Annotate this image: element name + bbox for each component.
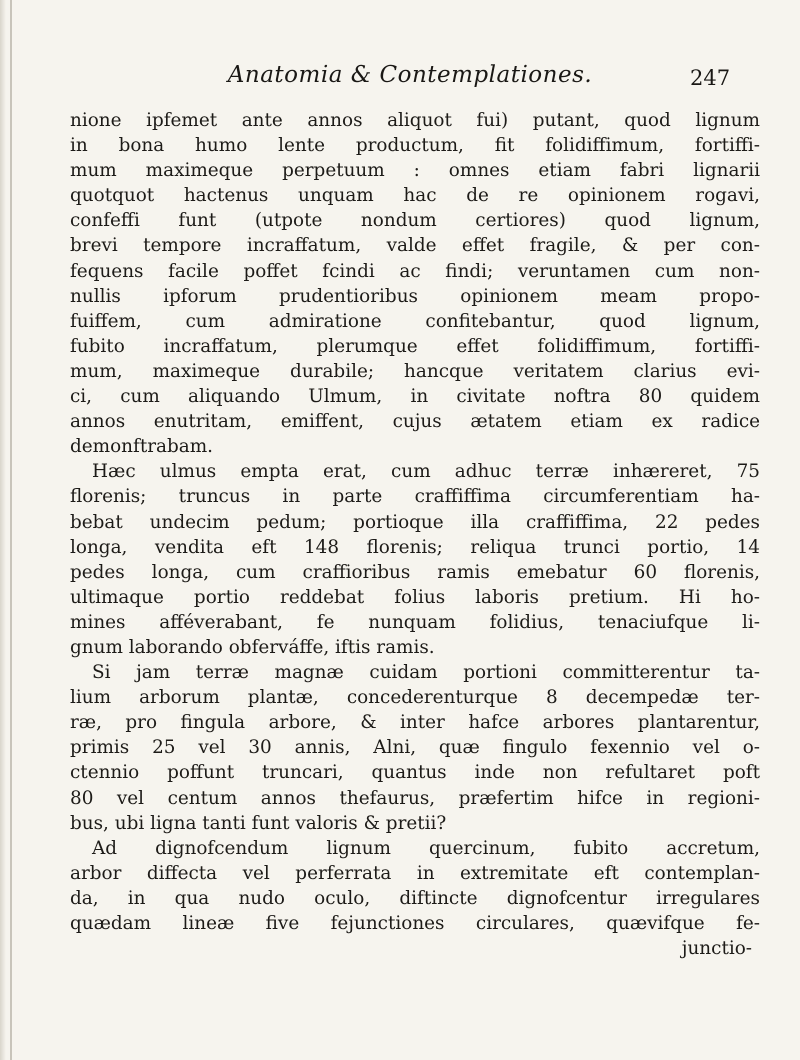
text-line: da, in qua nudo oculo, diftincte dignofcentur irregulares [70,887,760,909]
paragraph [70,836,760,961]
text-line: brevi tempore incraffatum, valde effet fragile, & per con- [70,235,760,257]
text-line: in bona humo lente productum, fit folidiffimum, fortiffi- [70,135,760,157]
text-line: longa, vendita eft 148 florenis; reliqua trunci portio, 14 [70,536,760,558]
text-line: primis 25 vel 30 annis, Alni, quæ fingulo fexennio vel o- [70,737,760,759]
page-header [0,62,800,96]
text-line: ctennio poffunt truncari, quantus inde non refultaret poft [70,762,760,784]
text-line: nullis ipforum prudentioribus opinionem meam propo- [70,285,760,307]
page-gutter-line [10,0,12,1060]
text-line: quotquot hactenus unquam hac de re opinionem rogavi, [70,185,760,207]
text-line: gnum laborando obferváffe, iftis ramis. [70,636,435,658]
paragraph [70,108,760,459]
text-line: lium arborum plantæ, concederenturque 8 decempedæ ter- [70,687,760,709]
paragraph [70,660,760,836]
page-number: 247 [690,66,731,90]
text-line: confeffi funt (utpote nondum certiores) quod lignum, [70,210,760,232]
text-line: Si jam terræ magnæ cuidam portioni committerentur ta- [92,662,760,684]
text-line: Hæc ulmus empta erat, cum adhuc terræ inhæreret, 75 [92,461,760,483]
text-line: florenis; truncus in parte craffiffima circumferentiam ha- [70,486,760,508]
running-title: Anatomia & Contemplationes. [227,62,593,88]
text-line: mines afféverabant, fe nunquam folidius, tenaciufque li- [70,611,760,633]
text-line: 80 vel centum annos thefaurus, præfertim hifce in regioni- [70,787,760,809]
text-line: arbor diffecta vel perferrata in extremitate eft contemplan- [70,862,760,884]
text-line: bus, ubi ligna tanti funt valoris & pretii? [70,812,447,834]
text-line: demonftrabam. [70,436,213,458]
text-line: annos enutritam, emiffent, cujus ætatem etiam ex radice [70,411,760,433]
page-body-text [70,108,760,961]
text-line: fubito incraffatum, plerumque effet folidiffimum, fortiffi- [70,335,760,357]
text-line: fuiffem, cum admiratione confitebantur, quod lignum, [70,310,760,332]
page-gutter-shadow [0,0,6,1060]
text-line: Ad dignofcendum lignum quercinum, fubito accretum, [92,837,760,859]
text-line: quædam lineæ five fejunctiones circulares, quævifque fe- [70,913,760,934]
text-line: nione ipfemet ante annos aliquot fui) putant, quod lignum [70,110,760,131]
text-line: bebat undecim pedum; portioque illa craffiffima, 22 pedes [70,511,760,533]
text-line: ultimaque portio reddebat folius laboris pretium. Hi ho- [70,586,760,608]
catchword: junctio- [681,938,752,960]
text-line: fequens facile poffet fcindi ac findi; veruntamen cum non- [70,260,760,282]
text-line: ræ, pro fingula arbore, & inter hafce arbores plantarentur, [70,712,760,734]
text-line: ci, cum aliquando Ulmum, in civitate noftra 80 quidem [70,386,760,408]
text-line: mum maximeque perpetuum : omnes etiam fabri lignarii [70,160,760,182]
text-line: mum, maximeque durabile; hancque veritatem clarius evi- [70,360,760,382]
text-line: pedes longa, cum craffioribus ramis emebatur 60 florenis, [70,561,760,583]
paragraph [70,459,760,660]
